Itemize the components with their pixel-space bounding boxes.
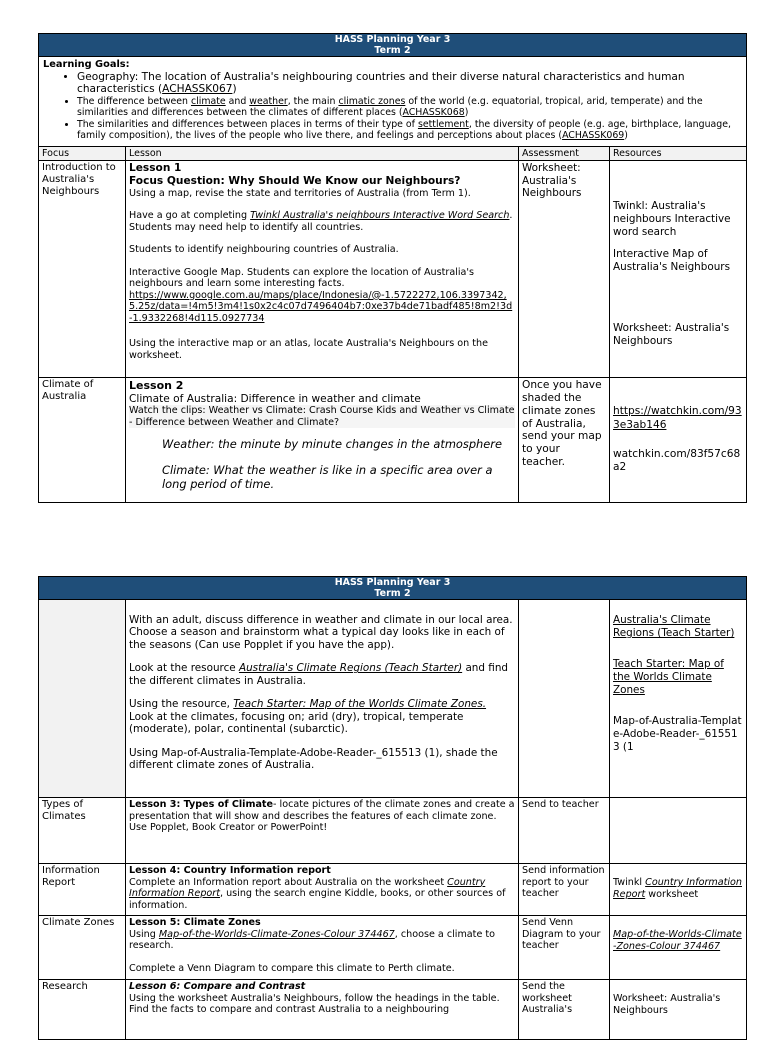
resource-item: Map-of-Australia-Template-Adobe-Reader-_615513 (1	[613, 715, 742, 753]
lesson-text: Using a map, revise the state and territories of Australia (from Term 1).	[129, 187, 471, 199]
focus-cell	[39, 798, 126, 864]
focus-cell	[39, 916, 126, 980]
lesson-title: Lesson 4: Country Information report	[129, 865, 331, 876]
weather-definition: Weather: the minute by minute changes in the atmosphere	[162, 437, 502, 452]
climate-zones-map-link[interactable]: Map-of-the-Worlds-Climate-Zones-Colour 374467	[158, 928, 395, 940]
goal-term: climatic zones	[338, 96, 406, 108]
goal-text: )	[464, 107, 469, 119]
climate-regions-resource-link[interactable]: Australia's Climate Regions (Teach Starter)	[613, 614, 735, 639]
watchkin-link: watchkin.com/83f57c68a2	[613, 447, 741, 474]
curriculum-code-link[interactable]: ACHASSK067	[162, 83, 233, 96]
table-row	[39, 980, 747, 1040]
goal-text: The difference between	[77, 96, 191, 108]
assessment-text: Worksheet: Australia's Neighbours	[522, 162, 582, 200]
world-climate-zones-link[interactable]: Teach Starter: Map of the Worlds Climate Zones.	[233, 698, 487, 711]
resources-cell	[610, 798, 747, 864]
planning-table-page2	[38, 576, 747, 1040]
col-assessment: Assessment	[519, 147, 610, 161]
goal-item	[77, 119, 742, 142]
assessment-text: Once you have shaded the climate zones of Australia, send your map to your teacher.	[522, 379, 602, 468]
assessment-cell	[519, 161, 610, 378]
country-report-link[interactable]: Country Information Report	[129, 876, 486, 899]
curriculum-code-link[interactable]: ACHASSK069	[562, 130, 625, 141]
resources-cell	[610, 161, 747, 378]
table-row	[39, 161, 747, 378]
assessment-cell	[519, 600, 610, 798]
google-map-link[interactable]: https://www.google.com.au/maps/place/Indonesia/@-1.5722272,106.3397342,5.25z/data=!4m5!3m4!1s0x2c4c07d7496404b7:0xe37b4de71badf485!8m2!3d-1.9332268!4d115.0927734	[129, 289, 513, 324]
table-row	[39, 600, 747, 798]
lesson-text	[129, 799, 515, 822]
learning-goals-list	[43, 71, 742, 142]
header-title: HASS Planning Year 3	[334, 34, 451, 45]
country-report-resource-link[interactable]: Country Information Report	[613, 877, 743, 900]
resource-text: Twinkl	[613, 877, 646, 888]
col-resources: Resources	[610, 147, 747, 161]
lesson-title: Lesson 2	[129, 379, 184, 393]
table-row	[39, 798, 747, 864]
lesson-subtitle: Climate of Australia: Difference in weather and climate	[129, 392, 421, 405]
lesson-text-span: and find the different climates in Australia.	[129, 662, 509, 687]
header-term: Term 2	[374, 588, 411, 599]
goal-text: of the world (e.g. equatorial, tropical, arid, temperate) and the similarities and differences between the climates of different places (	[77, 96, 703, 119]
resource-item	[613, 877, 743, 900]
assessment-cell	[519, 798, 610, 864]
focus-question: Focus Question: Why Should We Know our Neighbours?	[129, 175, 461, 188]
lesson-text	[129, 662, 515, 687]
focus-cell	[39, 864, 126, 916]
table-row	[39, 864, 747, 916]
lesson-title: Lesson 3: Types of Climate	[129, 799, 274, 810]
lesson-text-span: , choose a climate to research.	[129, 928, 496, 951]
lesson-cell	[126, 864, 519, 916]
col-lesson: Lesson	[126, 147, 519, 161]
focus-cell	[39, 980, 126, 1040]
lesson-text-span: Complete an Information report about Australia on the worksheet	[129, 876, 448, 888]
goal-text: , the main	[287, 96, 339, 108]
resource-item: Twinkl: Australia's neighbours Interactive word search	[613, 200, 731, 239]
lesson-cell	[126, 600, 519, 798]
lesson-title: Lesson 5: Climate Zones	[129, 917, 261, 928]
world-climate-zones-resource-link[interactable]: Teach Starter: Map of the Worlds Climate Zones	[613, 658, 724, 696]
lesson-cell	[126, 378, 519, 503]
lesson-text: Interactive Google Map. Students can explore the location of Australia's neighbours and learn some interesting facts.	[129, 266, 475, 290]
focus-cell	[39, 600, 126, 798]
resources-cell	[610, 378, 747, 503]
lesson-text-span: , using the search engine Kiddle, books, or other sources of information.	[129, 888, 506, 911]
assessment-cell	[519, 864, 610, 916]
assessment-text: Send Venn Diagram to your teacher	[522, 917, 601, 951]
goal-term: weather	[249, 96, 288, 108]
resources-cell	[610, 864, 747, 916]
header-term: Term 2	[374, 45, 411, 56]
goal-text: , the diversity of people (e.g. age, birthplace, language, family composition), the lives of the people who live there, and feelings and perceptions about places (	[77, 118, 731, 141]
lesson-text: Use Popplet, Book Creator or PowerPoint!	[129, 822, 328, 833]
goal-text: )	[624, 130, 628, 141]
lesson-cell	[126, 980, 519, 1040]
lesson-cell	[126, 916, 519, 980]
lesson-title: Lesson 6: Compare and Contrast	[129, 981, 306, 992]
climate-zones-resource-link[interactable]: Map-of-the-Worlds-Climate-Zones-Colour 374467	[613, 929, 742, 952]
lesson-text	[129, 210, 515, 233]
lesson-text-span: . Students may need help to identify all countries.	[129, 210, 513, 233]
lesson-text: Students to identify neighbouring countries of Australia.	[129, 244, 399, 256]
resource-text: worksheet	[645, 888, 699, 900]
resources-cell	[610, 600, 747, 798]
learning-goals-row	[39, 57, 747, 147]
resource-item: Worksheet: Australia's Neighbours	[613, 322, 730, 348]
lesson-text-span: Using	[129, 928, 159, 940]
watchkin-link[interactable]: https://watchkin.com/933e3ab146	[613, 405, 742, 431]
lesson-text: Watch the clips: Weather vs Climate: Crash Course Kids and Weather vs Climate - Difference between Weather and Climate?	[129, 405, 515, 428]
focus-text: Research	[42, 981, 88, 992]
lesson-text-span: Look at the resource	[129, 662, 239, 675]
resources-cell	[610, 916, 747, 980]
planning-table-page1	[38, 33, 747, 503]
focus-cell	[39, 378, 126, 503]
lesson-text: Using Map-of-Australia-Template-Adobe-Reader-_615513 (1), shade the different climate zones of Australia.	[129, 746, 498, 772]
table-header	[39, 34, 747, 57]
table-row	[39, 378, 747, 503]
goal-text: Geography: The location of Australia's neighbouring countries and their diverse natural characteristics and human characteristics (	[77, 70, 685, 96]
resource-item: Interactive Map of Australia's Neighbours	[613, 248, 730, 274]
lesson-text: Look at the climates, focusing on; arid (dry), tropical, temperate (moderate), polar, continental (subarctic).	[129, 710, 464, 736]
column-header-row	[39, 147, 747, 161]
lesson-text-span: Using the resource,	[129, 698, 234, 711]
assessment-text: Send information report to your teacher	[522, 865, 605, 899]
lesson-text	[129, 929, 515, 952]
curriculum-code-link[interactable]: ACHASSK068	[402, 107, 465, 119]
lesson-cell	[126, 798, 519, 864]
lesson-text: Choose a season and brainstorm what a typical day looks like in each of the seasons (Can use Popplet if you have the app).	[129, 626, 505, 651]
lesson-text: With an adult, discuss difference in weather and climate in our local area.	[129, 614, 513, 626]
assessment-text: Send the worksheet Australia's	[522, 981, 573, 1015]
goal-term: climate	[190, 96, 226, 108]
goal-text: )	[232, 83, 237, 96]
lesson-cell	[126, 161, 519, 378]
lesson-text: Using the worksheet Australia's Neighbours, follow the headings in the table. Find the facts to compare and contrast Australia to a neighbouring	[129, 992, 500, 1015]
goal-text: and	[225, 96, 250, 108]
focus-cell	[39, 161, 126, 378]
assessment-cell	[519, 378, 610, 503]
focus-text: Climate Zones	[42, 917, 115, 928]
lesson-text	[129, 698, 515, 710]
focus-text: Climate of Australia	[42, 379, 94, 403]
learning-goals-label: Learning Goals:	[43, 59, 130, 70]
resources-cell	[610, 980, 747, 1040]
climate-regions-link[interactable]: Australia's Climate Regions (Teach Starter)	[238, 662, 463, 675]
lesson-title: Lesson 1	[129, 162, 182, 175]
assessment-cell	[519, 980, 610, 1040]
focus-text: Information Report	[42, 865, 100, 888]
goal-term: settlement	[417, 118, 469, 130]
header-title: HASS Planning Year 3	[334, 577, 451, 588]
focus-text: Introduction to Australia's Neighbours	[42, 162, 116, 198]
table-row	[39, 916, 747, 980]
resource-item: Worksheet: Australia's Neighbours	[613, 993, 721, 1016]
lesson-text-span: Have a go at completing	[129, 210, 251, 222]
table-header	[39, 577, 747, 600]
lesson-text: Using the interactive map or an atlas, locate Australia's Neighbours on the worksheet.	[129, 338, 488, 361]
lesson-text: Complete a Venn Diagram to compare this climate to Perth climate.	[129, 962, 455, 974]
lesson-text	[129, 877, 515, 912]
goal-text: The similarities and differences between places in terms of their type of	[77, 118, 418, 130]
focus-text: Types of Climates	[42, 799, 86, 822]
climate-definition: Climate: What the weather is like in a specific area over a long period of time.	[162, 463, 493, 492]
col-focus: Focus	[39, 147, 126, 161]
assessment-text: Send to teacher	[522, 799, 599, 810]
goal-item	[77, 71, 742, 96]
assessment-cell	[519, 916, 610, 980]
goal-item	[77, 96, 742, 119]
word-search-link[interactable]: Twinkl Australia's neighbours Interactive Word Search	[250, 210, 510, 222]
lesson-text-span: - locate pictures of the climate zones and create a presentation that will show and describes the features of each climate zone.	[129, 799, 515, 822]
